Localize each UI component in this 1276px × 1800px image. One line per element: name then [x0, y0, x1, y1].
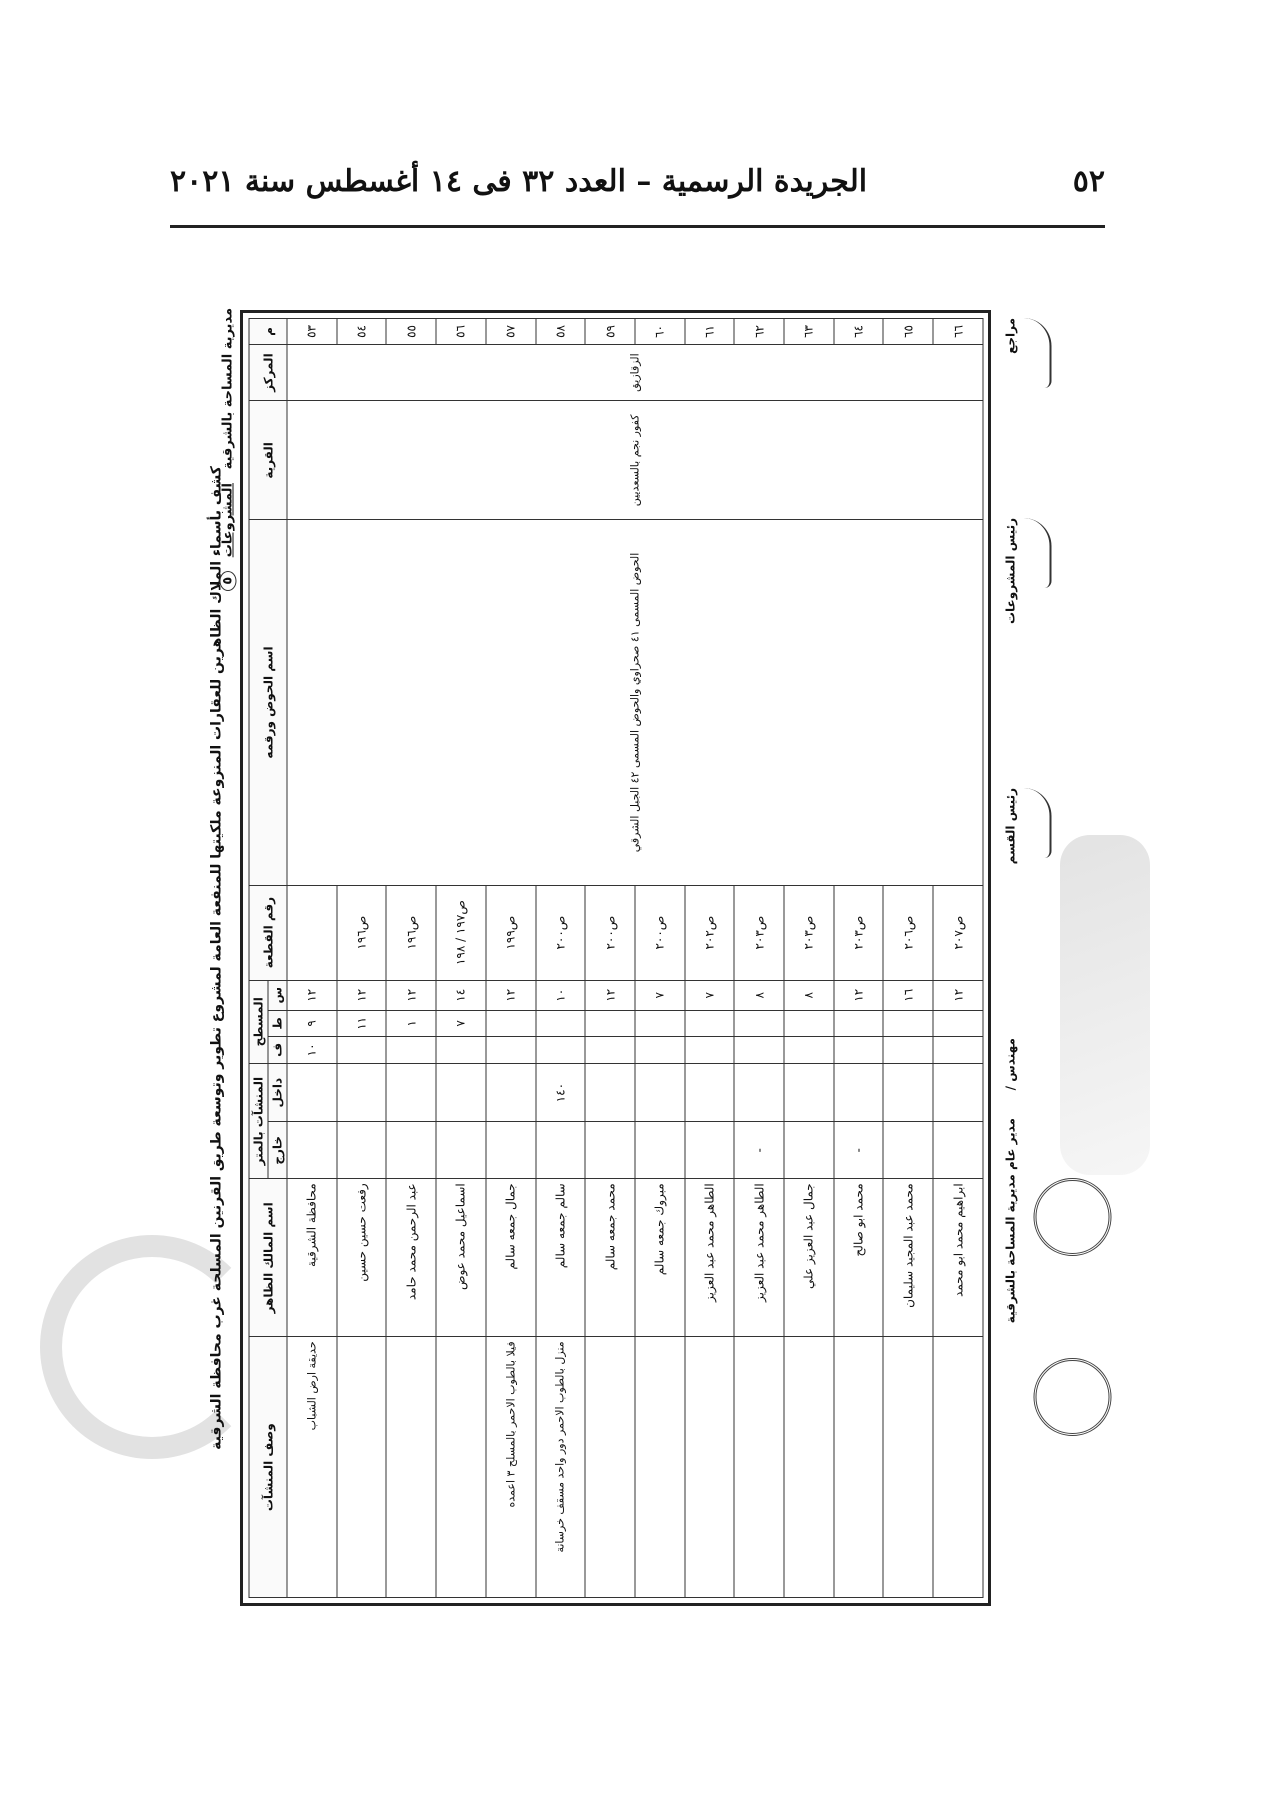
cell-feddan: [336, 1036, 386, 1063]
official-seal-icon: [1033, 1178, 1111, 1256]
cell-qirat: ٧: [436, 1010, 486, 1036]
cell-sahm: ١٢: [336, 980, 386, 1010]
cell-feddan: [833, 1036, 883, 1063]
col-buildings-group: المنشآت بالمتر: [249, 1063, 268, 1178]
cell-parcel: ص١٩٦: [386, 885, 436, 980]
page-header: [170, 150, 1105, 220]
cell-sahm: ٧: [684, 980, 734, 1010]
cell-outside: [784, 1122, 834, 1179]
scanned-sheet: [208, 308, 1017, 1606]
col-center: المركز: [249, 344, 287, 400]
cell-description: [883, 1337, 933, 1598]
directorate-label: [220, 308, 235, 591]
cell-feddan: [784, 1036, 834, 1063]
cell-feddan: [684, 1036, 734, 1063]
cell-outside: [386, 1122, 436, 1179]
cell-num: ٥٣: [287, 319, 337, 345]
cell-outside: -: [734, 1122, 784, 1179]
table-row: [287, 319, 337, 1598]
cell-description: منزل بالطوب الاحمر دور واحد مسقف خرسانة: [535, 1337, 585, 1598]
cell-num: ٦٦: [933, 319, 983, 345]
cell-description: [386, 1337, 436, 1598]
cell-inside: [634, 1063, 684, 1121]
cell-inside: [386, 1063, 436, 1121]
cell-owner: عبد الرحمن محمد حامد: [386, 1179, 436, 1337]
cell-owner: محافظة الشرقية: [287, 1179, 337, 1337]
cell-outside: [684, 1122, 734, 1179]
signature-engineer: [1003, 1038, 1017, 1090]
cell-inside: [734, 1063, 784, 1121]
cell-num: ٦٣: [784, 319, 834, 345]
cell-inside: ١٤٠: [535, 1063, 585, 1121]
cell-inside: [684, 1063, 734, 1121]
cell-description: حديقة ارض الشباب: [287, 1337, 337, 1598]
cell-outside: [634, 1122, 684, 1179]
cell-basin: الحوض المسمى ٤١ صحراوي والحوض المسمى ٤٢ الجبل الشرقي: [287, 520, 983, 885]
col-area-group: المسطح: [249, 980, 268, 1063]
signature-manager-label: مدير عام مديرية المساحة بالشرقية: [1003, 1118, 1017, 1324]
cell-owner: مبروك جمعه سالم: [634, 1179, 684, 1337]
col-description: وصف المنشآت: [249, 1337, 287, 1598]
cell-outside: -: [833, 1122, 883, 1179]
signature-manager: [1003, 1118, 1017, 1323]
cell-description: [833, 1337, 883, 1598]
cell-sahm: ١٢: [933, 980, 983, 1010]
cell-description: [336, 1337, 386, 1598]
cell-inside: [883, 1063, 933, 1121]
cell-sahm: ١٢: [585, 980, 635, 1010]
cell-qirat: [485, 1010, 535, 1036]
col-parcel: رقم القطعة: [249, 885, 287, 980]
cell-parcel: ص٢٠٦: [883, 885, 933, 980]
cell-sahm: ١٦: [883, 980, 933, 1010]
cell-num: ٥٦: [436, 319, 486, 345]
cell-description: [933, 1337, 983, 1598]
cell-num: ٥٨: [535, 319, 585, 345]
cell-parcel: ص٢٠٠: [585, 885, 635, 980]
cell-num: ٥٤: [336, 319, 386, 345]
official-seal-icon: [1033, 1358, 1111, 1436]
handwritten-signature-icon: [1023, 518, 1051, 588]
cell-qirat: [933, 1010, 983, 1036]
col-village: القرية: [249, 401, 287, 520]
cell-outside: [535, 1122, 585, 1179]
directorate-name: مديرية المساحة بالشرقية: [220, 308, 235, 470]
cell-qirat: [883, 1010, 933, 1036]
cell-owner: اسماعيل محمد عوض: [436, 1179, 486, 1337]
signature-engineer-label: مهندس /: [1003, 1038, 1017, 1091]
cell-inside: [336, 1063, 386, 1121]
header-rule: [170, 225, 1105, 228]
signature-auditor: [1003, 318, 1051, 388]
cell-num: ٦٠: [634, 319, 684, 345]
cell-owner: ابراهيم محمد ابو محمد: [933, 1179, 983, 1337]
page-number: ٥٢: [1072, 164, 1105, 199]
cell-outside: [287, 1122, 337, 1179]
cell-sahm: ٧: [634, 980, 684, 1010]
cell-owner: جمال عبد العزيز علي: [784, 1179, 834, 1337]
cell-description: [634, 1337, 684, 1598]
col-inside: داخل: [268, 1063, 287, 1121]
cell-sahm: ٨: [734, 980, 784, 1010]
signature-auditor-label: مراجع: [1003, 318, 1017, 354]
cell-num: ٥٥: [386, 319, 436, 345]
cell-num: ٦٤: [833, 319, 883, 345]
cell-num: ٦٥: [883, 319, 933, 345]
cell-parcel: ص٢٠٠: [535, 885, 585, 980]
cell-sahm: ١٢: [833, 980, 883, 1010]
rotated-table-container: [208, 308, 1017, 1598]
table-body: [287, 319, 983, 1598]
cell-owner: الطاهر محمد عبد العزيز: [684, 1179, 734, 1337]
cell-outside: [436, 1122, 486, 1179]
cell-qirat: [634, 1010, 684, 1036]
cell-feddan: [386, 1036, 436, 1063]
unit-name: المشروعات: [220, 483, 235, 558]
cell-owner: جمال جمعه سالم: [485, 1179, 535, 1337]
cell-inside: [784, 1063, 834, 1121]
cell-parcel: ص١٩٦: [336, 885, 386, 980]
cell-qirat: [684, 1010, 734, 1036]
cell-feddan: [883, 1036, 933, 1063]
handwritten-signature-icon: [1023, 788, 1051, 858]
table-header-row: [249, 319, 268, 1598]
cell-description: [585, 1337, 635, 1598]
scanned-document: [160, 275, 1105, 1655]
signature-reviewed-label: رئيس القسم: [1003, 788, 1017, 865]
cell-qirat: ١١: [336, 1010, 386, 1036]
col-qirat: ط: [268, 1010, 287, 1036]
cell-feddan: [734, 1036, 784, 1063]
cell-owner: رفعت حسين حسين: [336, 1179, 386, 1337]
signature-prepared: [1003, 518, 1051, 624]
signature-reviewed: [1003, 788, 1051, 864]
cell-center: الزقازيق: [287, 344, 983, 400]
cell-inside: [933, 1063, 983, 1121]
cell-sahm: ١٤: [436, 980, 486, 1010]
cell-owner: سالم جمعه سالم: [535, 1179, 585, 1337]
cell-qirat: [833, 1010, 883, 1036]
cell-description: [784, 1337, 834, 1598]
cell-description: [436, 1337, 486, 1598]
page-mark: ٥: [219, 571, 236, 591]
cell-owner: محمد جمعه سالم: [585, 1179, 635, 1337]
cell-num: ٥٧: [485, 319, 535, 345]
cell-parcel: ص٢٠٠: [634, 885, 684, 980]
signature-block: [993, 318, 1103, 1598]
cell-owner: محمد ابو صالح: [833, 1179, 883, 1337]
cell-qirat: ١: [386, 1010, 436, 1036]
handwritten-signature-icon: [1023, 318, 1051, 388]
col-feddan: ف: [268, 1036, 287, 1063]
cell-parcel: [287, 885, 337, 980]
signature-prepared-label: رئيس المشروعات: [1003, 518, 1017, 625]
cell-description: [684, 1337, 734, 1598]
cell-qirat: [734, 1010, 784, 1036]
cell-qirat: ٩: [287, 1010, 337, 1036]
col-sahm: س: [268, 980, 287, 1010]
cell-qirat: [784, 1010, 834, 1036]
cell-feddan: ١٠: [287, 1036, 337, 1063]
cell-num: ٥٩: [585, 319, 635, 345]
cell-parcel: ص٢٠٢: [684, 885, 734, 980]
cell-inside: [287, 1063, 337, 1121]
cell-feddan: [933, 1036, 983, 1063]
cell-parcel: ص٢٠٣: [833, 885, 883, 980]
col-basin: اسم الحوض ورقمه: [249, 520, 287, 885]
watermark-ring: [40, 1235, 264, 1459]
cell-parcel: ص٢٠٣: [784, 885, 834, 980]
cell-num: ٦١: [684, 319, 734, 345]
cell-sahm: ٨: [784, 980, 834, 1010]
cell-sahm: ١٢: [485, 980, 535, 1010]
cell-qirat: [585, 1010, 635, 1036]
cell-inside: [436, 1063, 486, 1121]
cell-description: فيلا بالطوب الاحمر بالمسلح ٣ اعمده: [485, 1337, 535, 1598]
cell-inside: [585, 1063, 635, 1121]
col-outside: خارج: [268, 1122, 287, 1179]
cell-qirat: [535, 1010, 585, 1036]
cell-feddan: [634, 1036, 684, 1063]
cell-parcel: ص٢٠٧: [933, 885, 983, 980]
cell-inside: [833, 1063, 883, 1121]
cell-parcel: ص١٩٧ / ١٩٨: [436, 885, 486, 980]
cell-description: [734, 1337, 784, 1598]
cell-feddan: [436, 1036, 486, 1063]
cell-outside: [883, 1122, 933, 1179]
cell-village: كفور نجم بالسعديين: [287, 401, 983, 520]
cell-parcel: ص١٩٩: [485, 885, 535, 980]
owners-table: [248, 318, 983, 1598]
cell-feddan: [485, 1036, 535, 1063]
cell-sahm: ١٢: [386, 980, 436, 1010]
cell-num: ٦٢: [734, 319, 784, 345]
cell-owner: الطاهر محمد عبد العزيز: [734, 1179, 784, 1337]
publication-title: الجريدة الرسمية – العدد ٣٢ فى ١٤ أغسطس سنة ٢٠٢١: [170, 164, 868, 199]
cell-outside: [336, 1122, 386, 1179]
table-caption: كشف بأسماء الملاك الظاهرين للعقارات المنزوعة ملكيتها للمنفعة العامة لمشروع تطوير وتوسعة طريق القرنين المسلحة غرب محافظة الشرقية: [208, 466, 224, 1450]
cell-outside: [933, 1122, 983, 1179]
cell-sahm: ١٠: [535, 980, 585, 1010]
cell-outside: [585, 1122, 635, 1179]
cell-owner: محمد عبد المجيد سليمان: [883, 1179, 933, 1337]
cell-inside: [485, 1063, 535, 1121]
col-num: م: [249, 319, 287, 345]
cell-outside: [485, 1122, 535, 1179]
cell-feddan: [585, 1036, 635, 1063]
col-owner: اسم المالك الظاهر: [249, 1179, 287, 1337]
cell-sahm: ١٢: [287, 980, 337, 1010]
cell-feddan: [535, 1036, 585, 1063]
cell-parcel: ص٢٠٣: [734, 885, 784, 980]
